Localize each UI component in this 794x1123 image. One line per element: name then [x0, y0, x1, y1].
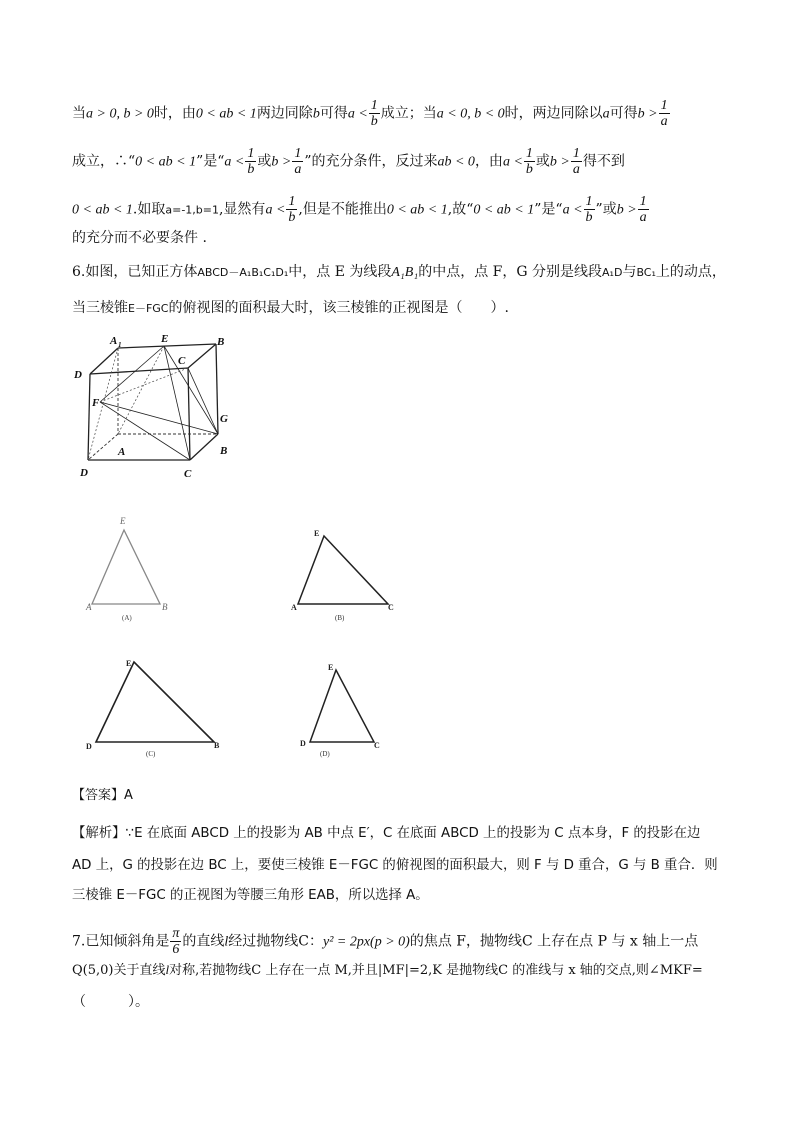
analysis-line-1: 【解析】∵E 在底面 ABCD 上的投影为 AB 中点 E′，C 在底面 ABCD 上的投影为 C 点本身，F 的投影在边	[72, 826, 701, 841]
label-A1: A	[110, 335, 118, 347]
svg-text:B: B	[162, 602, 168, 612]
svg-text:C: C	[374, 741, 380, 750]
label-F: F	[92, 397, 100, 409]
option-b-figure	[288, 522, 398, 627]
solution5-line-1: 当a > 0, b > 0时，由0 < ab < 1两边同除b可得a < $\frac{1}{b}$ 成立；当a < 0, b < 0时，两边同除以a可得b > $\frac{1}{a}$	[72, 98, 668, 129]
fraction-1-over-a: $\frac{1}{a}$	[660, 98, 668, 129]
svg-text:E: E	[126, 659, 132, 668]
svg-text:E: E	[314, 529, 320, 538]
question7-line-1: 7.已知倾斜角是 $\frac{\pi}{6}$ 的直线l经过抛物线C：y² = 2px(p > 0)的焦点 F，抛物线C 上存在点 P 与 x 轴上一点	[72, 926, 699, 957]
answer-line: 【答案】A	[72, 788, 133, 803]
option-d-figure	[296, 656, 406, 764]
option-a-caption: (A)	[122, 614, 132, 622]
label-B1: B	[217, 336, 225, 348]
option-d-caption: (D)	[320, 750, 330, 758]
label-C1: C	[178, 355, 186, 367]
fraction-1-over-b: $\frac{1}{b}$	[370, 98, 378, 129]
question7-line-2: Q(5,0)关于直线l对称,若抛物线C 上存在一点 M,并且|MF|=2,K 是抛物线C 的准线与 x 轴的交点,则∠MKF=	[72, 962, 703, 978]
label-C: C	[184, 468, 192, 480]
question6-line-1: 6.如图，已知正方体ABCD－A₁B₁C₁D₁中，点 E 为线段A₁B₁的中点，点 F，G 分别是线段A₁D与BC₁上的动点，	[72, 264, 726, 280]
label-D1: D	[74, 369, 82, 381]
label-G: G	[220, 413, 228, 425]
label-D: D	[80, 467, 88, 479]
label-A1-sub: 1	[118, 341, 122, 349]
label-B: B	[220, 445, 228, 457]
svg-text:C: C	[388, 603, 394, 612]
question7-line-3: （ ）。	[72, 994, 149, 1010]
label-E: E	[161, 333, 169, 345]
option-b-caption: (B)	[335, 614, 345, 622]
option-c-caption: (C)	[146, 750, 156, 758]
label-A: A	[118, 446, 126, 458]
cube-figure	[70, 330, 250, 490]
fraction-pi-over-6: $\frac{\pi}{6}$	[172, 926, 180, 957]
svg-text:A: A	[291, 603, 297, 612]
option-c-figure	[82, 650, 232, 765]
svg-text:D: D	[86, 742, 92, 751]
option-a-figure	[82, 512, 192, 627]
solution5-line-2: 成立，∴“0 < ab < 1”是“a < $\frac{1}{b}$ 或b > $\frac{1}{a}$ ”的充分条件，反过来ab < 0，由a < $\frac{1}{b}$ 或b > $\frac{1}{a}$ 得不到	[72, 146, 625, 177]
svg-text:E: E	[328, 663, 334, 672]
solution5-line-3: 0 < ab < 1.如取a=-1,b=1,显然有a < $\frac{1}{b}$ ,但是不能推出0 < ab < 1,故“0 < ab < 1”是“a < $\frac{1}{b}$ ”或b > $\frac{1}{a}$	[72, 194, 647, 225]
solution5-line-4: 的充分而不必要条件 .	[72, 230, 207, 246]
question6-line-2: 当三棱锥E－FGC的俯视图的面积最大时，该三棱锥的正视图是（ ）.	[72, 300, 509, 316]
svg-text:A: A	[86, 602, 92, 612]
analysis-line-2: AD 上，G 的投影在边 BC 上，要使三棱锥 E－FGC 的俯视图的面积最大，则 F 与 D 重合，G 与 B 重合．则	[72, 858, 718, 873]
svg-text:B: B	[214, 741, 220, 750]
svg-text:E: E	[120, 516, 126, 526]
analysis-line-3: 三棱锥 E－FGC 的正视图为等腰三角形 EAB，所以选择 A。	[72, 888, 429, 903]
svg-text:D: D	[300, 739, 306, 748]
